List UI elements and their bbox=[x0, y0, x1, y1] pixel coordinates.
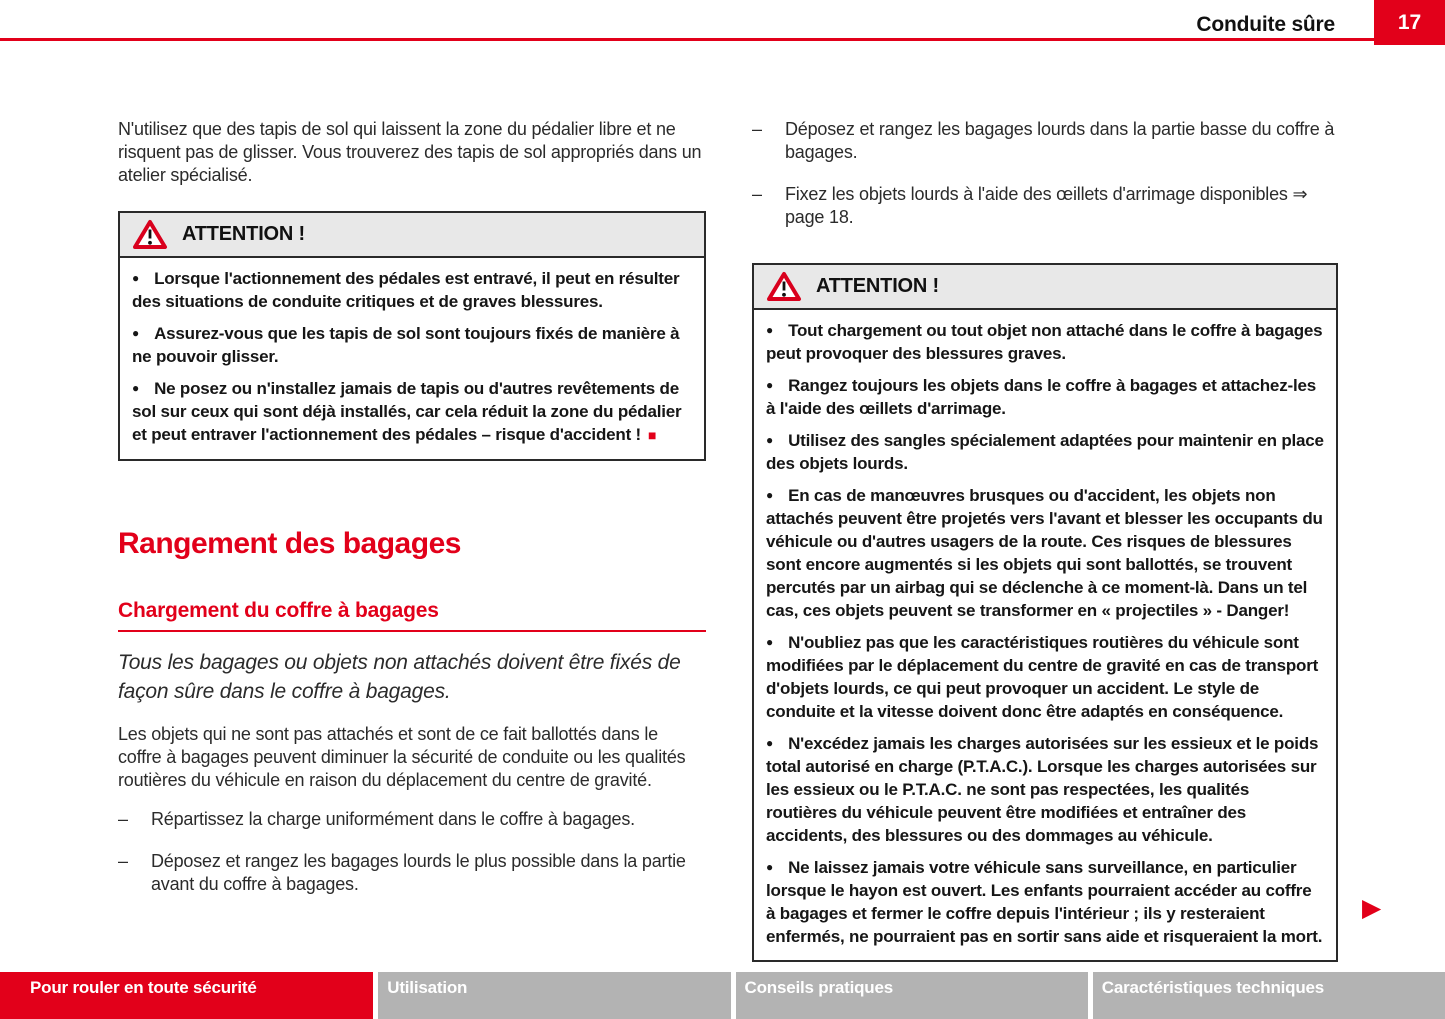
warning-bullet-text: Utilisez des sangles spécialement adaptées pour maintenir en place des objets lourds. bbox=[766, 431, 1324, 473]
warning-bullet bbox=[766, 732, 1324, 847]
warning-triangle-icon bbox=[766, 271, 802, 302]
warning-bullet bbox=[766, 319, 1324, 365]
warning-bullet bbox=[766, 631, 1324, 723]
warning-bullet bbox=[766, 374, 1324, 420]
warning-title: ATTENTION ! bbox=[816, 275, 939, 297]
warning-box-header bbox=[754, 265, 1336, 310]
continuation-arrow-icon: ▶ bbox=[1362, 894, 1382, 922]
warning-bullet bbox=[132, 377, 692, 447]
dash-icon: – bbox=[118, 809, 128, 829]
lead-paragraph: Tous les bagages ou objets non attachés doivent être fixés de façon sûre dans le coffre à bagages. bbox=[118, 651, 681, 703]
bullet-icon: ● bbox=[766, 378, 774, 392]
page-title: Conduite sûre bbox=[1196, 13, 1335, 36]
warning-bullet bbox=[766, 484, 1324, 622]
warning-bullet-text: Rangez toujours les objets dans le coffre à bagages et attachez-les à l'aide des œillets d'arrimage. bbox=[766, 376, 1316, 418]
bullet-icon: ● bbox=[766, 433, 774, 447]
bullet-icon: ● bbox=[132, 381, 140, 395]
list-item-text: Fixez les objets lourds à l'aide des œillets d'arrimage disponibles ⇒ page 18. bbox=[785, 184, 1308, 227]
body-paragraph: Les objets qui ne sont pas attachés et sont de ce fait ballottés dans le coffre à bagages peuvent diminuer la sécurité de conduite ou les qualités routières du véhicule en raison du déplacement du centre de gravité. bbox=[118, 724, 686, 790]
list-item-text: Déposez et rangez les bagages lourds le plus possible dans la partie avant du coffre à bagages. bbox=[151, 851, 686, 894]
warning-title: ATTENTION ! bbox=[182, 223, 305, 245]
list-item-text: Déposez et rangez les bagages lourds dans la partie basse du coffre à bagages. bbox=[785, 119, 1335, 162]
warning-box-pedals bbox=[118, 211, 706, 461]
right-column bbox=[752, 118, 1338, 962]
footer-tab-caracteristiques bbox=[1093, 972, 1445, 1019]
footer-tab-utilisation bbox=[378, 972, 730, 1019]
warning-bullet-text: N'excédez jamais les charges autorisées sur les essieux et le poids total autorisé en charge (P.T.A.C.). Lorsque les charges autorisées sur les essieux ou le P.T.A.C. ne sont pas respectées, les qualités routières du véhicule peuvent être modifiées et entraîner des accidents, des blessures ou des dommages au véhicule. bbox=[766, 734, 1319, 845]
bullet-icon: ● bbox=[766, 860, 774, 874]
section-heading: Rangement des bagages bbox=[118, 527, 461, 560]
list-item bbox=[752, 118, 1338, 164]
left-column bbox=[118, 118, 706, 896]
bullet-icon: ● bbox=[132, 271, 140, 285]
warning-bullet-text: Tout chargement ou tout objet non attaché dans le coffre à bagages peut provoquer des blessures graves. bbox=[766, 321, 1323, 363]
warning-bullet bbox=[132, 322, 692, 368]
footer-tab-label: Utilisation bbox=[387, 978, 468, 997]
dash-icon: – bbox=[118, 851, 128, 871]
warning-bullet-text: En cas de manœuvres brusques ou d'accident, les objets non attachés peuvent être projetés vers l'avant et blesser les occupants du véhicule ou d'autres usagers de la route. Ces risques de blessures sont encore augmentés si les objets qui sont ballottés, se trouvent percutés par un airbag qui se déclenche à ce moment-là. Dans un tel cas, ces objets peuvent se transformer en « projectiles » - Danger! bbox=[766, 486, 1323, 620]
list-item-text: Répartissez la charge uniformément dans le coffre à bagages. bbox=[151, 809, 635, 829]
list-item bbox=[752, 183, 1338, 229]
footer-nav bbox=[0, 972, 1445, 1019]
bullet-icon: ● bbox=[766, 323, 774, 337]
warning-bullet bbox=[766, 429, 1324, 475]
warning-bullet bbox=[766, 856, 1324, 948]
bullet-icon: ● bbox=[766, 736, 774, 750]
warning-bullet bbox=[132, 267, 692, 313]
warning-triangle-icon bbox=[132, 219, 168, 250]
footer-tab-label: Caractéristiques techniques bbox=[1101, 978, 1325, 997]
bullet-icon: ● bbox=[132, 326, 140, 340]
warning-bullet-text: Ne posez ou n'installez jamais de tapis ou d'autres revêtements de sol sur ceux qui sont déjà installés, car cela réduit la zone du pédalier et peut entraver l'actionnement des pédales – risque d'accident ! bbox=[132, 379, 682, 444]
warning-box-body bbox=[120, 258, 704, 459]
page-number-badge bbox=[1374, 0, 1445, 45]
footer-tab-conseils bbox=[736, 972, 1088, 1019]
warning-box-header bbox=[120, 213, 704, 258]
warning-bullet-text: Assurez-vous que les tapis de sol sont toujours fixés de manière à ne pouvoir glisser. bbox=[132, 324, 680, 366]
header-rule bbox=[0, 38, 1374, 41]
warning-bullet-text: Ne laissez jamais votre véhicule sans surveillance, en particulier lorsque le hayon est ouvert. Les enfants pourraient accéder au coffre à bagages et fermer le coffre depuis l'intérieur ; ils y resteraient enfermés, ne pourraient pas en sortir sans aide et risqueraient la mort. bbox=[766, 858, 1323, 946]
page-number: 17 bbox=[1397, 10, 1422, 34]
list-item bbox=[118, 850, 706, 896]
footer-tab-label: Conseils pratiques bbox=[744, 978, 893, 997]
warning-bullet-text: Lorsque l'actionnement des pédales est entravé, il peut en résulter des situations de conduite critiques et de graves blessures. bbox=[132, 269, 680, 311]
footer-tab-securite bbox=[0, 972, 373, 1019]
dash-icon: – bbox=[752, 184, 762, 204]
intro-paragraph: N'utilisez que des tapis de sol qui laissent la zone du pédalier libre et ne risquent pas de glisser. Vous trouverez des tapis de sol appropriés dans un atelier spécialisé. bbox=[118, 119, 702, 185]
bullet-icon: ● bbox=[766, 635, 774, 649]
warning-box-body bbox=[754, 310, 1336, 960]
bullet-icon: ● bbox=[766, 488, 774, 502]
warning-bullet-text: N'oubliez pas que les caractéristiques routières du véhicule sont modifiées par le déplacement du centre de gravité en cas de transport d'objets lourds, ce qui peut provoquer un accident. Le style de conduite et la vitesse doivent donc être adaptés en conséquence. bbox=[766, 633, 1319, 721]
warning-box-luggage bbox=[752, 263, 1338, 962]
section-end-icon: ■ bbox=[648, 427, 657, 443]
footer-tab-label: Pour rouler en toute sécurité bbox=[30, 978, 257, 997]
list-item bbox=[118, 808, 706, 831]
subsection-heading: Chargement du coffre à bagages bbox=[118, 599, 706, 632]
dash-icon: – bbox=[752, 119, 762, 139]
